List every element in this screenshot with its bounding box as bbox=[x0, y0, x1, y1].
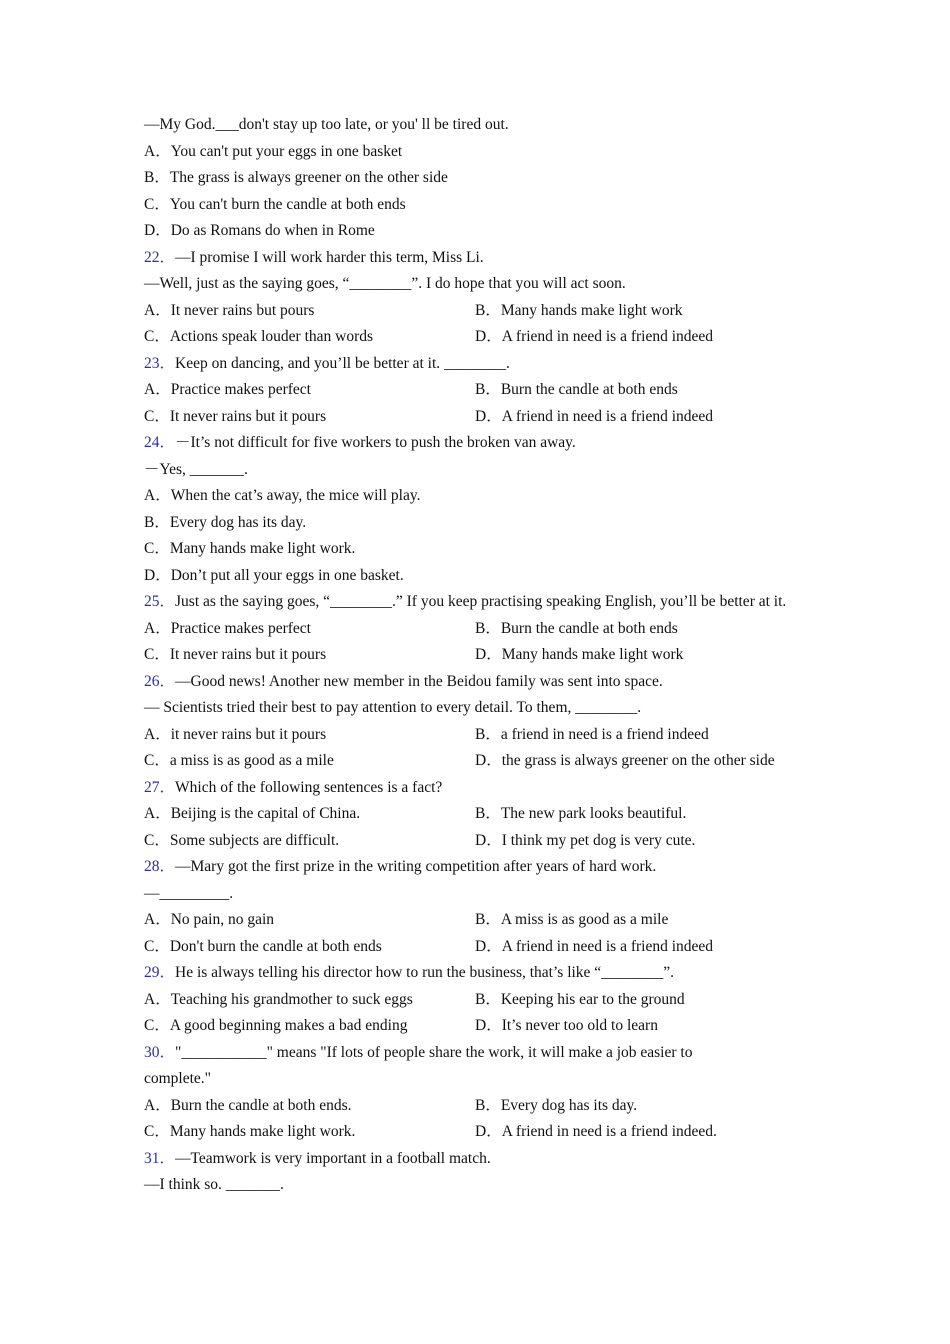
question-stem: Which of the following sentences is a fact? bbox=[175, 778, 443, 796]
option-d: D．A friend in need is a friend indeed. bbox=[475, 1123, 717, 1140]
option-a: A．Burn the candle at both ends. bbox=[144, 1096, 352, 1114]
worksheet-page bbox=[144, 112, 812, 1199]
question-stem: —I promise I will work harder this term, Miss Li. bbox=[175, 248, 484, 266]
option-row bbox=[144, 298, 812, 325]
option-d: D．A friend in need is a friend indeed bbox=[475, 328, 714, 345]
option-d: D．the grass is always greener on the other side bbox=[475, 752, 775, 769]
dialogue-line: — Scientists tried their best to pay attention to every detail. To them, ________. bbox=[144, 699, 642, 716]
question-stem: —Teamwork is very important in a football match. bbox=[175, 1149, 491, 1167]
option-row bbox=[144, 987, 812, 1014]
option-row bbox=[144, 404, 812, 431]
question-number: 28． bbox=[144, 858, 176, 875]
option-d: D．Many hands make light work bbox=[475, 646, 684, 663]
question-stem: －It’s not difficult for five workers to push the broken van away. bbox=[175, 434, 576, 451]
option-b: B．Burn the candle at both ends bbox=[475, 381, 678, 398]
question-number: 27． bbox=[144, 778, 176, 796]
option-row bbox=[144, 828, 812, 855]
option-a: A．When the cat’s away, the mice will play. bbox=[144, 487, 421, 504]
option-row bbox=[144, 616, 812, 643]
option-row bbox=[144, 748, 812, 775]
option-c: C．a miss is as good as a mile bbox=[144, 752, 334, 769]
option-row bbox=[144, 377, 812, 404]
option-a: A．Practice makes perfect bbox=[144, 619, 311, 637]
option-d: D．Don’t put all your eggs in one basket. bbox=[144, 566, 404, 584]
question-28 bbox=[144, 854, 812, 881]
option-d: D．A friend in need is a friend indeed bbox=[475, 407, 714, 425]
option-b: B．Many hands make light work bbox=[475, 301, 683, 319]
option-b: B．Keeping his ear to the ground bbox=[475, 990, 685, 1008]
option-a: A．Practice makes perfect bbox=[144, 381, 311, 398]
dialogue-line: —My God.___don't stay up too late, or you' ll be tired out. bbox=[144, 116, 509, 133]
option-row bbox=[144, 642, 812, 669]
option-b: B．Every dog has its day. bbox=[144, 513, 307, 531]
option-row bbox=[144, 934, 812, 961]
option-b: B．The grass is always greener on the other side bbox=[144, 169, 448, 186]
question-number: 23． bbox=[144, 354, 176, 372]
option-b: B．A miss is as good as a mile bbox=[475, 911, 669, 928]
dialogue-line: －Yes, _______. bbox=[144, 460, 248, 478]
dialogue-line: —_________. bbox=[144, 884, 234, 902]
option-row bbox=[144, 722, 812, 749]
option-row bbox=[144, 1093, 812, 1120]
question-number: 30． bbox=[144, 1043, 176, 1061]
question-stem: —Mary got the first prize in the writing competition after years of hard work. bbox=[175, 858, 657, 875]
option-d: D．Do as Romans do when in Rome bbox=[144, 222, 375, 239]
option-c: C．A good beginning makes a bad ending bbox=[144, 1017, 408, 1034]
option-c: C．Many hands make light work. bbox=[144, 540, 356, 557]
question-number: 31． bbox=[144, 1149, 176, 1167]
option-d: D．A friend in need is a friend indeed bbox=[475, 937, 714, 955]
question-25 bbox=[144, 589, 812, 616]
question-27 bbox=[144, 775, 812, 802]
option-b: B．a friend in need is a friend indeed bbox=[475, 725, 709, 743]
question-number: 25． bbox=[144, 593, 176, 610]
option-b: B．The new park looks beautiful. bbox=[475, 805, 687, 822]
option-c: C．You can't burn the candle at both ends bbox=[144, 195, 406, 213]
option-a: A．No pain, no gain bbox=[144, 911, 275, 928]
option-c: C．Don't burn the candle at both ends bbox=[144, 937, 382, 955]
question-stem: —Good news! Another new member in the Beidou family was sent into space. bbox=[175, 672, 663, 690]
question-stem: Just as the saying goes, “________.” If you keep practising speaking English, you’ll be better at it. bbox=[175, 593, 787, 610]
option-d: D．It’s never too old to learn bbox=[475, 1017, 658, 1034]
dialogue-line: —Well, just as the saying goes, “________”. I do hope that you will act soon. bbox=[144, 275, 626, 292]
question-number: 22． bbox=[144, 248, 176, 266]
question-30 bbox=[144, 1040, 744, 1093]
option-b: B．Every dog has its day. bbox=[475, 1096, 638, 1114]
option-c: C．Many hands make light work. bbox=[144, 1123, 356, 1140]
option-d: D．I think my pet dog is very cute. bbox=[475, 831, 696, 849]
option-b: B．Burn the candle at both ends bbox=[475, 619, 678, 637]
option-c: C．It never rains but it pours bbox=[144, 407, 327, 425]
option-c: C．Some subjects are difficult. bbox=[144, 831, 340, 849]
question-23 bbox=[144, 351, 812, 378]
dialogue-line: —I think so. _______. bbox=[144, 1176, 284, 1193]
option-row bbox=[144, 801, 812, 828]
question-stem: He is always telling his director how to run the business, that’s like “________”. bbox=[175, 964, 674, 981]
question-stem: Keep on dancing, and you’ll be better at it. ________. bbox=[175, 354, 510, 372]
option-c: C．It never rains but it pours bbox=[144, 646, 327, 663]
question-stem: "___________" means "If lots of people share the work, it will make a job easier to complete." bbox=[144, 1043, 693, 1087]
question-number: 24． bbox=[144, 434, 176, 451]
option-c: C．Actions speak louder than words bbox=[144, 328, 374, 345]
option-row bbox=[144, 324, 812, 351]
question-31 bbox=[144, 1146, 812, 1173]
question-24 bbox=[144, 430, 812, 457]
question-29 bbox=[144, 960, 812, 987]
option-a: A．You can't put your eggs in one basket bbox=[144, 142, 403, 160]
option-row bbox=[144, 907, 812, 934]
option-row bbox=[144, 1013, 812, 1040]
option-a: A．it never rains but it pours bbox=[144, 725, 327, 743]
question-22 bbox=[144, 245, 812, 272]
option-a: A．It never rains but pours bbox=[144, 301, 315, 319]
question-number: 26． bbox=[144, 672, 176, 690]
option-row bbox=[144, 1119, 812, 1146]
option-a: A．Beijing is the capital of China. bbox=[144, 805, 361, 822]
question-26 bbox=[144, 669, 812, 696]
option-a: A．Teaching his grandmother to suck eggs bbox=[144, 990, 413, 1008]
question-number: 29． bbox=[144, 964, 176, 981]
